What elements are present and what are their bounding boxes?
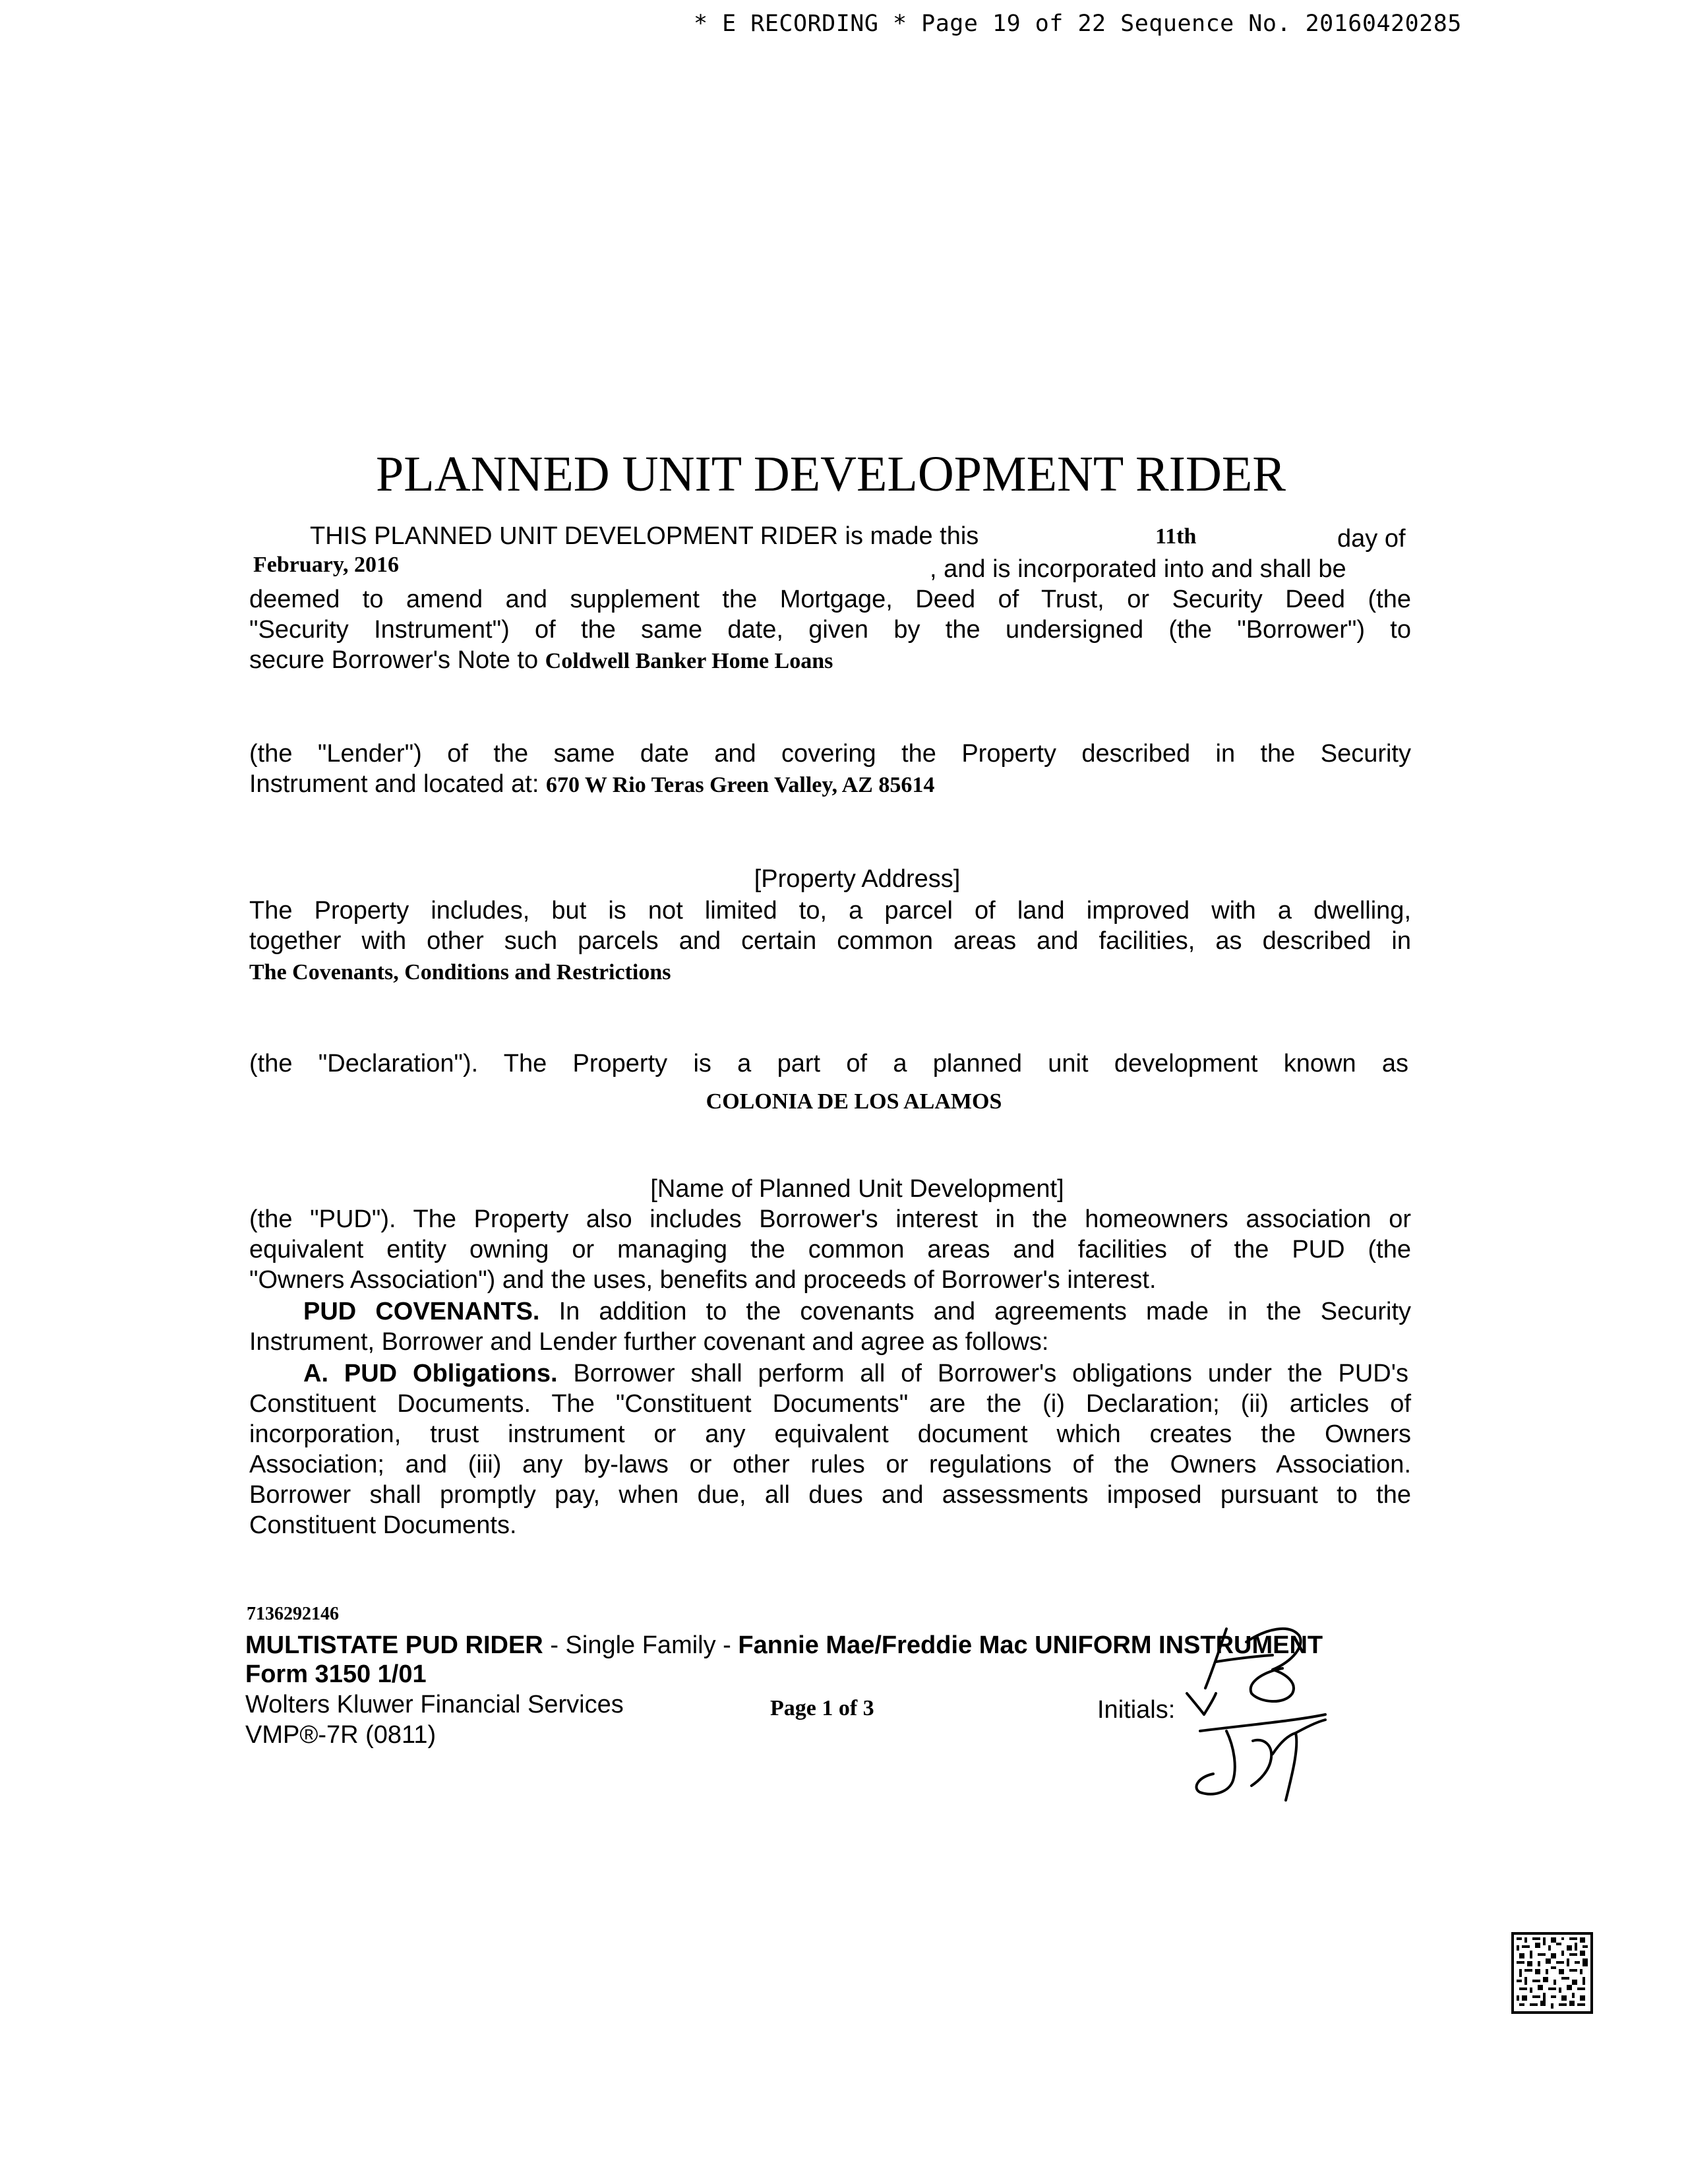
intro-line-5	[249, 645, 833, 677]
lender-line-2	[249, 769, 934, 801]
obligations-line-2: Constituent Documents. The "Constituent Documents" are the (i) Declaration; (ii) articles of	[249, 1390, 1411, 1418]
covenants-line-1-rest: In addition to the covenants and agreements made in the Security	[558, 1298, 1412, 1325]
obligations-line-6: Constituent Documents.	[249, 1511, 517, 1539]
intro-line-5-prefix: secure Borrower's Note to	[249, 646, 539, 674]
property-address-label: [Property Address]	[754, 865, 961, 893]
obligations-line-4: Association; and (iii) any by-laws or other rules or regulations of the Owners Association.	[249, 1451, 1411, 1478]
page-title: PLANNED UNIT DEVELOPMENT RIDER	[376, 446, 1286, 502]
declaration-line-1: (the "Declaration"). The Property is a part of a planned unit development known as	[249, 1050, 1408, 1077]
pud-name-label: [Name of Planned Unit Development]	[650, 1175, 1064, 1203]
pud-line-2: equivalent entity owning or managing the common areas and facilities of the PUD (the	[249, 1236, 1411, 1263]
form-family-type: - Single Family -	[543, 1631, 738, 1659]
recording-header: * E RECORDING * Page 19 of 22 Sequence No. 20160420285	[694, 11, 1462, 37]
lender-line-2-prefix: Instrument and located at:	[249, 770, 539, 798]
day-field: 11th	[1155, 524, 1197, 549]
declaration-name-field: The Covenants, Conditions and Restrictions	[249, 960, 671, 985]
initials-label: Initials:	[1097, 1696, 1176, 1724]
qr-code	[1511, 1932, 1593, 2014]
obligations-heading: A. PUD Obligations.	[303, 1360, 558, 1387]
obligations-line-1	[303, 1358, 1408, 1389]
property-line-1: The Property includes, but is not limited to, a parcel of land improved with a dwelling,	[249, 897, 1411, 925]
lender-name-field: Coldwell Banker Home Loans	[545, 649, 833, 673]
lender-line-1: (the "Lender") of the same date and covering the Property described in the Security	[249, 740, 1411, 768]
pud-name-field: COLONIA DE LOS ALAMOS	[706, 1089, 1002, 1114]
day-suffix: day of	[1337, 525, 1406, 553]
intro-line-3: deemed to amend and supplement the Mortgage, Deed of Trust, or Security Deed (the	[249, 586, 1411, 613]
form-line-1	[245, 1630, 1323, 1660]
obligations-line-3: incorporation, trust instrument or any equivalent document which creates the Owners	[249, 1420, 1411, 1448]
form-uniform-instrument: Fannie Mae/Freddie Mac UNIFORM INSTRUMENT	[738, 1631, 1323, 1659]
pud-line-3: "Owners Association") and the uses, benefits and proceeds of Borrower's interest.	[249, 1266, 1157, 1294]
covenants-heading: PUD COVENANTS.	[303, 1298, 540, 1325]
page-number: Page 1 of 3	[770, 1696, 874, 1720]
vmp-code: VMP®-7R (0811)	[245, 1721, 437, 1749]
form-number: Form 3150 1/01	[245, 1660, 427, 1688]
company-name: Wolters Kluwer Financial Services	[245, 1691, 624, 1718]
pud-line-1: (the "PUD"). The Property also includes Borrower's interest in the homeowners association or	[249, 1205, 1411, 1233]
covenants-line-2: Instrument, Borrower and Lender further covenant and agree as follows:	[249, 1328, 1049, 1356]
covenants-line-1	[303, 1296, 1411, 1327]
intro-prefix: THIS PLANNED UNIT DEVELOPMENT RIDER is made this	[310, 522, 979, 550]
form-name: MULTISTATE PUD RIDER	[245, 1631, 543, 1659]
obligations-line-1-rest: Borrower shall perform all of Borrower's obligations under the PUD's	[573, 1360, 1408, 1387]
initials-signature	[1174, 1616, 1345, 1807]
intro-line-1	[310, 521, 979, 551]
month-year-field: February, 2016	[253, 553, 399, 577]
intro-line-2-suffix: , and is incorporated into and shall be	[930, 555, 1346, 583]
property-line-2: together with other such parcels and certain common areas and facilities, as described in	[249, 927, 1411, 955]
obligations-line-5: Borrower shall promptly pay, when due, all dues and assessments imposed pursuant to the	[249, 1481, 1411, 1509]
loan-number: 7136292146	[247, 1604, 339, 1624]
intro-line-4: "Security Instrument") of the same date, given by the undersigned (the "Borrower") to	[249, 616, 1411, 644]
property-address-field: 670 W Rio Teras Green Valley, AZ 85614	[545, 773, 935, 797]
